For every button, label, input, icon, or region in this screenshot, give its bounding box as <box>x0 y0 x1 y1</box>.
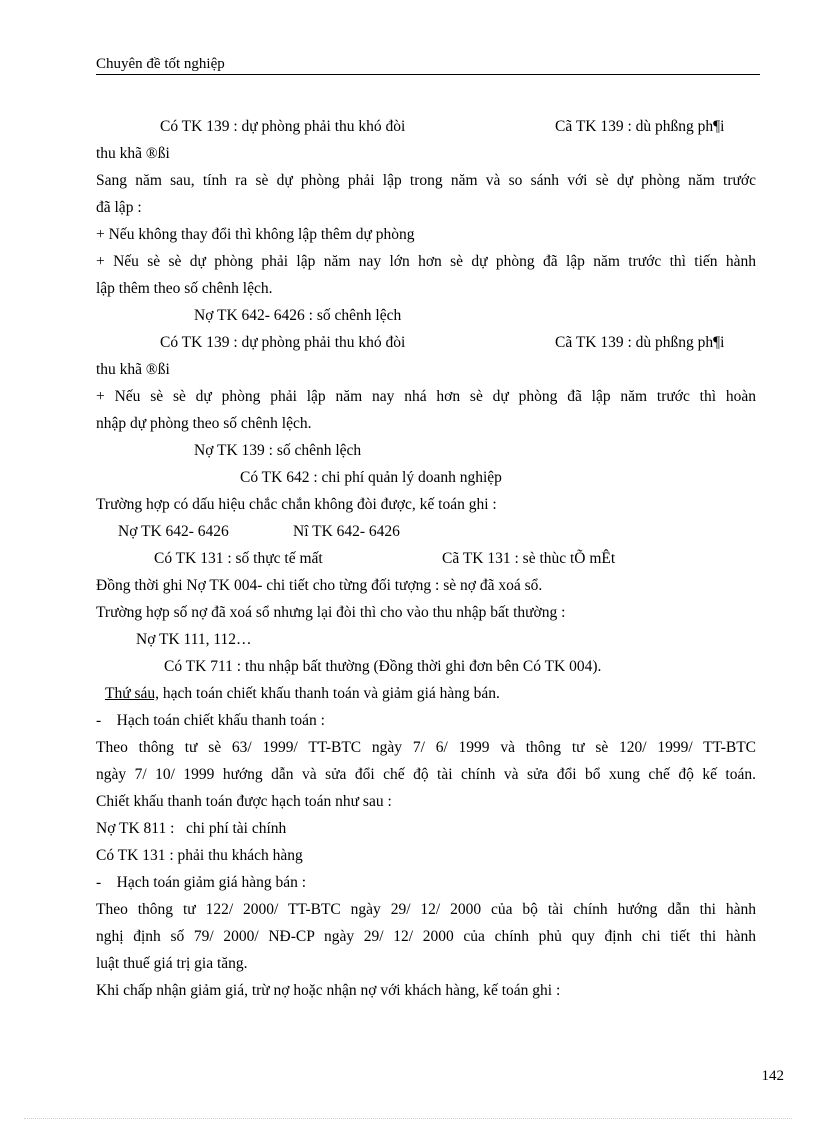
text-line-rest: hạch toán chiết khấu thanh toán và giảm giá hàng bán. <box>159 685 500 702</box>
text-line: thu khã ®ßi <box>96 145 170 162</box>
text-line: nghị định số 79/ 2000/ NĐ-CP ngày 29/ 12/ 2000 của chính phủ quy định chi tiết thi hành <box>96 928 756 945</box>
text-line: Chiết khấu thanh toán được hạch toán như sau : <box>96 793 392 810</box>
text-line: nhập dự phòng theo số chênh lệch. <box>96 415 312 432</box>
text-line-right: Nî TK 642- 6426 <box>293 523 400 540</box>
page-number: 142 <box>761 1068 784 1084</box>
text-line: + Nếu sè sè dự phòng phải lập năm nay lớn hơn sè dự phòng đã lập năm trước thì tiến hành <box>96 253 756 270</box>
text-line: Theo thông tư sè 63/ 1999/ TT-BTC ngày 7/ 6/ 1999 và thông tư sè 120/ 1999/ TT-BTC <box>96 739 756 756</box>
text-line: luật thuế giá trị gia tăng. <box>96 955 248 972</box>
text-line <box>96 545 756 572</box>
text-line: Nợ TK 642- 6426 : số chênh lệch <box>194 307 402 324</box>
text-line-right: Cã TK 139 : dù phßng ph¶i <box>555 334 725 351</box>
text-line: Có TK 711 : thu nhập bất thường (Đồng thời ghi đơn bên Có TK 004). <box>164 658 602 675</box>
document-body <box>96 113 756 1004</box>
text-line: đã lập : <box>96 199 142 216</box>
text-line: + Nếu không thay đổi thì không lập thêm dự phòng <box>96 226 415 243</box>
text-line <box>96 329 756 356</box>
text-line: lập thêm theo số chênh lệch. <box>96 280 273 297</box>
text-line-right: Cã TK 131 : sè thùc tÕ mÊt <box>442 550 616 567</box>
text-line-left: Có TK 139 : dự phòng phải thu khó đòi <box>160 334 406 351</box>
text-line: thu khã ®ßi <box>96 361 170 378</box>
text-line <box>96 113 756 140</box>
text-line: Khi chấp nhận giảm giá, trừ nợ hoặc nhận nợ với khách hàng, kế toán ghi : <box>96 982 561 999</box>
text-line: Đồng thời ghi Nợ TK 004- chi tiết cho từng đối tượng : sè nợ đã xoá sổ. <box>96 577 543 594</box>
text-line: + Nếu sè sè dự phòng phải lập năm nay nhá hơn sè dự phòng đã lập năm trước thì hoàn <box>96 388 756 405</box>
text-line-left: Có TK 131 : số thực tế mất <box>154 550 323 567</box>
text-line-left: Nợ TK 642- 6426 <box>118 523 229 540</box>
text-line: - Hạch toán giảm giá hàng bán : <box>96 874 307 891</box>
text-line: Trường hợp có dấu hiệu chắc chắn không đòi được, kế toán ghi : <box>96 496 497 513</box>
text-line-right: Cã TK 139 : dù phßng ph¶i <box>555 118 725 135</box>
text-line <box>96 518 756 545</box>
text-line: Nợ TK 811 : chi phí tài chính <box>96 820 287 837</box>
page-header <box>96 54 760 75</box>
header-title: Chuyên đề tốt nghiệp <box>96 56 225 72</box>
text-line: - Hạch toán chiết khấu thanh toán : <box>96 712 325 729</box>
text-line: Nợ TK 111, 112… <box>136 631 252 648</box>
text-line: Sang năm sau, tính ra sè dự phòng phải lập trong năm và so sánh với sè dự phòng năm trước <box>96 172 756 189</box>
text-line: Có TK 642 : chi phí quản lý doanh nghiệp <box>240 469 502 486</box>
underlined-term: Thứ sáu, <box>105 685 160 702</box>
text-line: Theo thông tư 122/ 2000/ TT-BTC ngày 29/ 12/ 2000 của bộ tài chính hướng dẫn thi hành <box>96 901 756 918</box>
page-bottom-divider <box>24 1118 792 1119</box>
text-line-left: Có TK 139 : dự phòng phải thu khó đòi <box>160 118 406 135</box>
text-line: Trường hợp số nợ đã xoá sổ nhưng lại đòi thì cho vào thu nhập bất thường : <box>96 604 566 621</box>
text-line: ngày 7/ 10/ 1999 hướng dẫn và sửa đổi chế độ tài chính và sửa đổi bổ xung chế độ kế toán. <box>96 766 756 783</box>
text-line: Nợ TK 139 : số chênh lệch <box>194 442 362 459</box>
text-line: Có TK 131 : phải thu khách hàng <box>96 847 303 864</box>
text-line <box>96 680 756 707</box>
